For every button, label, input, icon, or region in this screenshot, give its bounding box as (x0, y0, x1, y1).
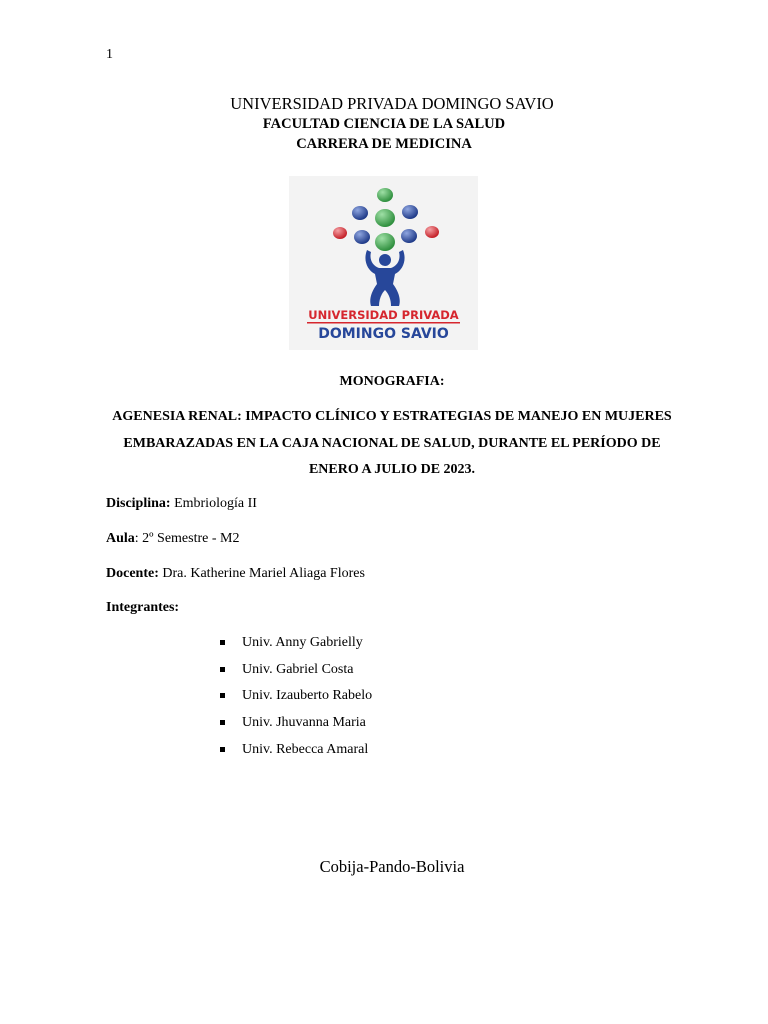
classroom-field (106, 531, 239, 547)
blue-sphere-icon (354, 230, 370, 244)
list-item (220, 660, 372, 687)
logo-text-line2: DOMINGO SAVIO (318, 326, 449, 342)
teacher-field (106, 566, 365, 582)
monograph-title: AGENESIA RENAL: IMPACTO CLÍNICO Y ESTRATEGIAS DE MANEJO EN MUJERES EMBARAZADAS EN LA CAJA NACIONAL DE SALUD, DURANTE EL PERÍODO DE ENERO A JULIO DE 2023. (112, 409, 672, 477)
bullet-icon (220, 667, 225, 672)
members-field (106, 600, 179, 616)
document-header (0, 94, 768, 154)
monograph-label: MONOGRAFIA: (339, 374, 445, 389)
logo-divider (307, 322, 460, 324)
logo-graphic (289, 176, 478, 350)
discipline-label: Disciplina: (106, 496, 171, 511)
university-logo (289, 176, 478, 350)
green-sphere-icon (375, 209, 395, 227)
page-number: 1 (106, 47, 113, 62)
members-label: Integrantes: (106, 600, 180, 615)
red-sphere-icon (333, 227, 347, 239)
member-name: Univ. Rebecca Amaral (242, 741, 369, 757)
classroom-value: : 2º Semestre - M2 (134, 531, 240, 546)
bullet-icon (220, 747, 225, 752)
member-name: Univ. Anny Gabrielly (242, 635, 363, 650)
bullet-icon (220, 693, 225, 698)
member-name: Univ. Izauberto Rabelo (242, 688, 373, 704)
logo-text-line1: UNIVERSIDAD PRIVADA (308, 308, 459, 322)
teacher-value: Dra. Katherine Mariel Aliaga Flores (158, 566, 365, 581)
green-sphere-icon (375, 233, 395, 251)
member-name: Univ. Gabriel Costa (242, 661, 354, 677)
member-name: Univ. Jhuvanna Maria (242, 715, 366, 731)
members-list (220, 633, 372, 766)
green-sphere-icon (377, 188, 393, 202)
career-name: CARRERA DE MEDICINA (296, 136, 472, 152)
bullet-icon (220, 720, 225, 725)
blue-sphere-icon (352, 206, 368, 220)
list-item (220, 686, 372, 713)
faculty-name: FACULTAD CIENCIA DE LA SALUD (262, 116, 506, 132)
bullet-icon (220, 640, 225, 645)
discipline-value: Embriología II (170, 496, 257, 511)
teacher-label: Docente: (106, 566, 159, 581)
blue-sphere-icon (401, 229, 417, 243)
location-text: Cobija-Pando-Bolivia (319, 857, 465, 876)
list-item (220, 633, 372, 660)
list-item (220, 740, 372, 767)
classroom-label: Aula (106, 531, 135, 546)
university-name: UNIVERSIDAD PRIVADA DOMINGO SAVIO (230, 94, 554, 113)
red-sphere-icon (425, 226, 439, 238)
athlete-figure-icon (365, 250, 404, 306)
blue-sphere-icon (402, 205, 418, 219)
list-item (220, 713, 372, 740)
discipline-field (106, 496, 257, 512)
